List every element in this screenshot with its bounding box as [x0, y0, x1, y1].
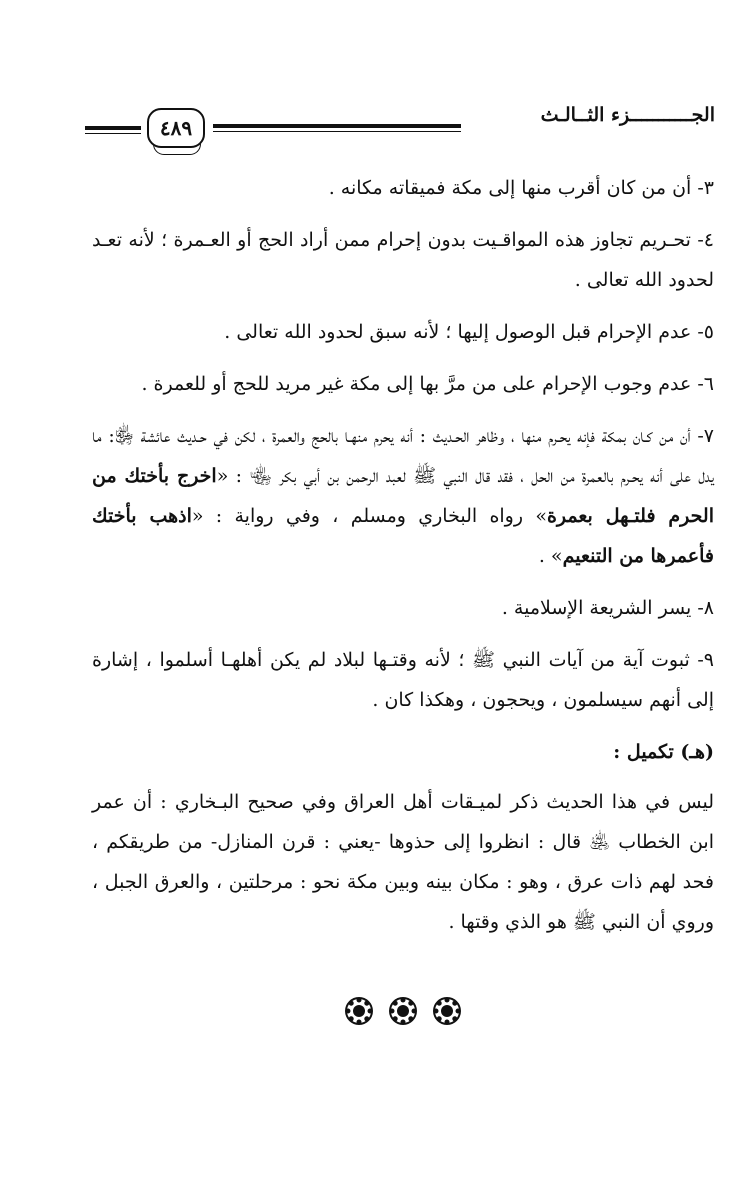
running-title: الجـــــــــــزء الثــالـث	[540, 104, 715, 126]
item-text: ٩- ثبوت آية من آيات النبي ﷺ ؛ لأنه وقتـها لبلاد لم يكن أهلهـا أسلموا ، إشارة إلى أنهم سيسلمون ، ويحجون ، وهكذا كان .	[92, 649, 714, 711]
page-number-text: ٤٨٩	[159, 116, 193, 140]
list-item	[92, 220, 714, 300]
hadith-quote: اذهب بأختك فأعمرها من التنعيم	[92, 505, 714, 567]
item-text-part: » رواه البخاري ومسلم ، وفي رواية : «	[191, 505, 547, 527]
item-text-part: » .	[538, 545, 563, 567]
list-item	[92, 168, 714, 208]
page-header	[85, 100, 715, 160]
paragraph-text: ليس في هذا الحديث ذكر لميـقات أهل العراق وفي صحيح البـخاري : أن عمر ابن الخطاب ﵁ قال : انظروا إلى حذوها -يعني : قرن المنازل- من طريقكم ، فحد لهم ذات عرق ، وهو : مكان بينه وبين مكة نحو : مرحلتين ، والعرق الجبل ، وروي أن النبي ﷺ هو الذي وقتها .	[92, 791, 714, 933]
item-text: ٦- عدم وجوب الإحرام على من مرَّ بها إلى مكة غير مريد للحج أو للعمرة .	[141, 373, 714, 395]
header-rule-left-thick	[85, 126, 141, 130]
hadith-quote: اخرج بأختك من الحرم فلتـهل بعمرة	[92, 465, 714, 527]
list-item	[92, 416, 714, 576]
page-body	[92, 168, 714, 1037]
header-rule-left-thin	[85, 133, 141, 134]
list-item	[92, 364, 714, 404]
section-heading: (هـ) تكميل :	[613, 741, 714, 763]
item-text	[92, 416, 714, 576]
list-item	[92, 640, 714, 720]
closing-ornament	[92, 996, 714, 1037]
item-text: ٣- أن من كان أقرب منها إلى مكة فميقاته مكانه .	[328, 177, 714, 199]
item-text: ٨- يسر الشريعة الإسلامية .	[501, 597, 714, 619]
list-item	[92, 588, 714, 628]
flower-ornament-icon	[432, 996, 462, 1026]
item-text: ٤- تحـريم تجاوز هذه المواقـيت بدون إحرام ممن أراد الحج أو العـمرة ؛ لأنه تعـد لحدود الله تعالى .	[92, 229, 714, 291]
item-text-part: ٧- أن من كـان بمكة فإنه يحـرم منها ، وظاهر الحـديث : أنه يحرم منهـا بالحج والعمرة ، لكن في حـديث عائشة ﵂: ما يدل على أنه يحـرم بالعمرة من الحل ، فقد قال النبي ﷺ لعبد الرحمن بن أبي بكر ﵄ : «	[92, 425, 714, 487]
header-rule-thin	[213, 131, 461, 132]
page-number	[147, 108, 205, 148]
list-item	[92, 312, 714, 352]
flower-ornament-icon	[344, 996, 374, 1026]
flower-ornament-icon	[388, 996, 418, 1026]
header-rule-thick	[213, 124, 461, 128]
supplement-paragraph	[92, 782, 714, 942]
item-text: ٥- عدم الإحرام قبل الوصول إليها ؛ لأنه سبق لحدود الله تعالى .	[224, 321, 714, 343]
